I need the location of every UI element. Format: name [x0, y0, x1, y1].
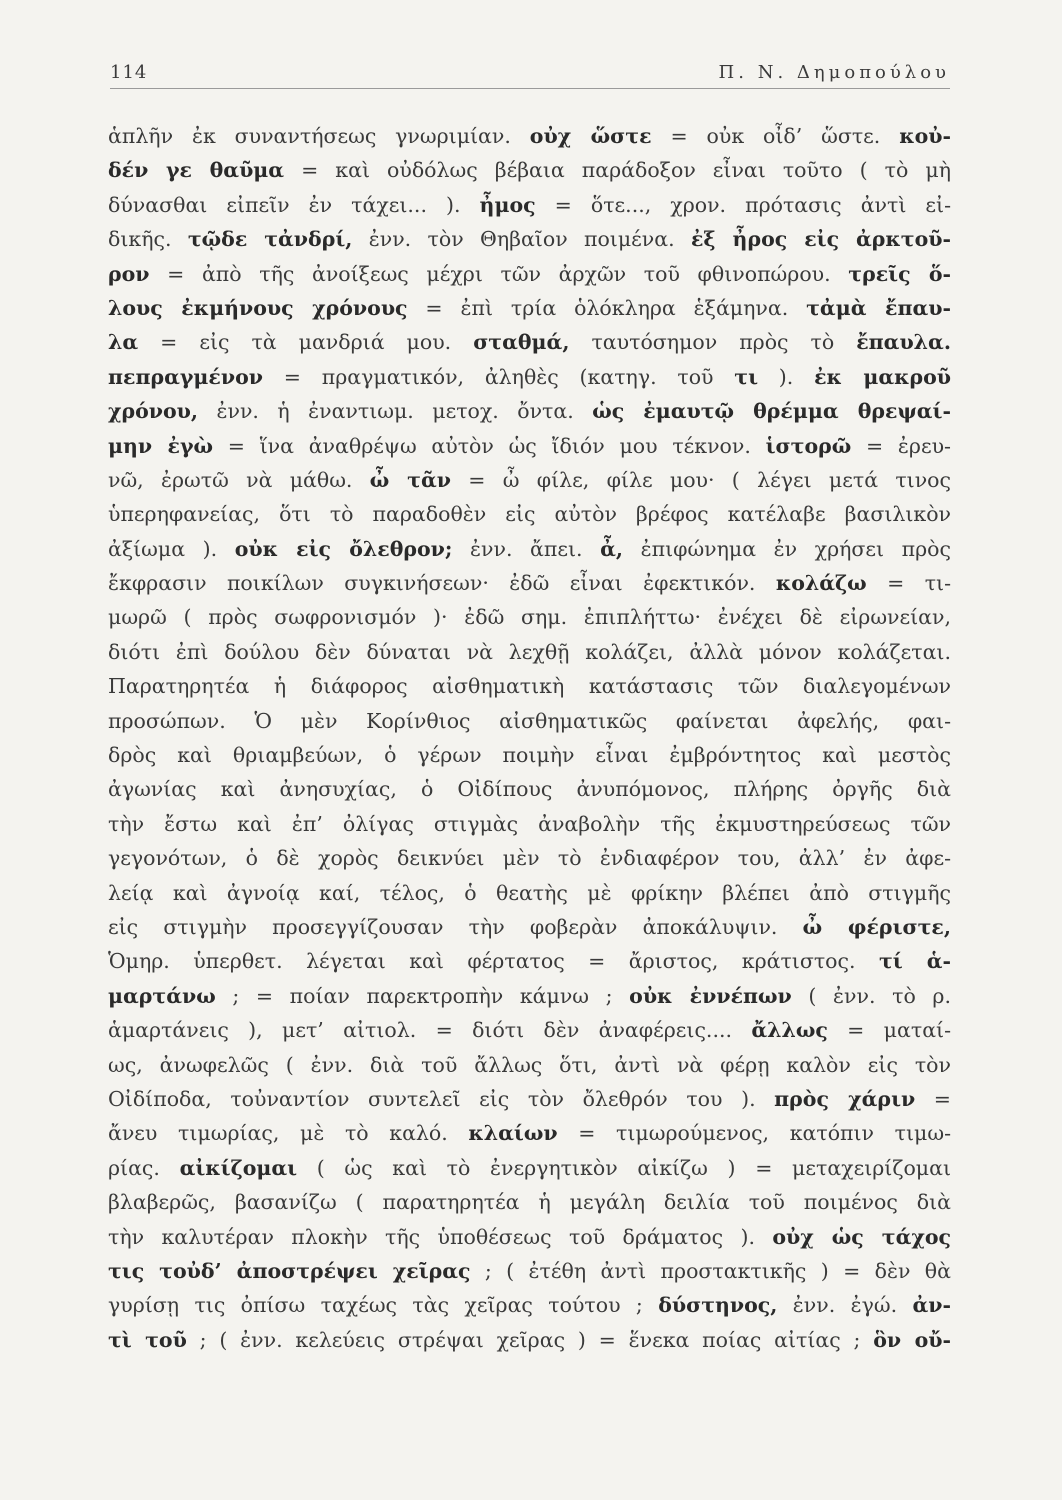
text-run: ἀξίωμα ). — [108, 536, 235, 561]
lemma-term: τι — [734, 364, 759, 389]
lemma-term: λους ἐκμήνους χρόνους — [108, 295, 408, 320]
lemma-term: σταθμά, — [473, 330, 570, 355]
lemma-term: πρὸς χάριν — [774, 1086, 916, 1111]
text-run: διότι ἐπὶ δούλου δὲν δύναται νὰ λεχθῇ κολάζει, ἀλλὰ μόνον κολάζεται. — [108, 639, 951, 664]
text-run: ὑπερηφανείας, ὅτι τὸ παραδοθὲν εἰς αὐτὸν βρέφος κατέλαβε βασιλικὸν — [108, 502, 951, 527]
text-run: Ὁμηρ. ὑπερθετ. λέγεται καὶ φέρτατος = ἄριστος, κράτιστος. — [108, 949, 879, 974]
lemma-term: ἔπαυλα. — [856, 330, 951, 355]
text-line — [108, 635, 951, 669]
lemma-term: ὦ τᾶν — [369, 467, 451, 492]
text-line — [108, 463, 951, 497]
text-line — [108, 1082, 951, 1116]
text-line — [108, 153, 951, 187]
lemma-term: δέν γε θαῦμα — [108, 158, 285, 183]
text-run: τὴν ἔστω καὶ ἐπ’ ὀλίγας στιγμὰς ἀναβολὴν τῆς ἐκμυστηρεύσεως τῶν — [108, 811, 951, 836]
text-line — [108, 1254, 951, 1288]
text-run: λείᾳ καὶ ἀγνοίᾳ καί, τέλος, ὁ θεατὴς μὲ φρίκην βλέπει ἀπὸ στιγμῆς — [108, 880, 951, 905]
text-line — [108, 222, 951, 256]
text-run: ἐνν. ἐγώ. — [777, 1293, 913, 1318]
text-line — [108, 1013, 951, 1047]
lemma-term: οὐκ ἐννέπων — [629, 983, 792, 1008]
text-run: γυρίσῃ τις ὀπίσω ταχέως τὰς χεῖρας τούτου ; — [108, 1293, 659, 1318]
text-run: = — [915, 1086, 951, 1111]
lemma-term: μαρτάνω — [108, 983, 216, 1008]
text-line — [108, 429, 951, 463]
lemma-term: λα — [108, 330, 139, 355]
text-line — [108, 1220, 951, 1254]
text-line — [108, 600, 951, 634]
text-run: δικῆς. — [108, 227, 188, 252]
lemma-term: ἱστορῶ — [765, 433, 852, 458]
text-run: = τιμωρούμενος, κατόπιν τιμω- — [557, 1121, 951, 1146]
text-run: = καὶ οὐδόλως βέβαια παράδοξον εἶναι τοῦτο ( τὸ μὴ — [284, 158, 951, 183]
text-line — [108, 772, 951, 806]
text-line — [108, 360, 951, 394]
text-run: ἔκφρασιν ποικίλων συγκινήσεων· ἐδῶ εἶναι ἐφεκτικόν. — [108, 571, 776, 596]
text-run: ἐνν. ἡ ἐναντιωμ. μετοχ. ὄντα. — [198, 399, 593, 424]
text-line — [108, 188, 951, 222]
text-run: ἐνν. ἄπει. — [452, 536, 601, 561]
lemma-term: ὃν οὔ- — [873, 1327, 951, 1352]
text-line — [108, 738, 951, 772]
text-run: εἰς στιγμὴν προσεγγίζουσαν τὴν φοβερὰν ἀποκάλυψιν. — [108, 914, 803, 939]
lemma-term: ἀν- — [912, 1293, 951, 1318]
lemma-term: οὐχ ὡς τάχος — [772, 1224, 951, 1249]
lemma-term: ἦμος — [479, 192, 536, 217]
lemma-term: οὐκ εἰς ὄλεθρον; — [234, 536, 453, 561]
text-line — [108, 291, 951, 325]
lemma-term: ὦ φέριστε, — [802, 914, 951, 939]
text-line — [108, 669, 951, 703]
text-run: = εἰς τὰ μανδριά μου. — [138, 330, 474, 355]
text-line — [108, 910, 951, 944]
text-line — [108, 325, 951, 359]
text-run: = ἀπὸ τῆς ἀνοίξεως μέχρι τῶν ἀρχῶν τοῦ φθινοπώρου. — [149, 261, 849, 286]
text-run: δρὸς καὶ θριαμβεύων, ὁ γέρων ποιμὴν εἶναι ἐμβρόντητος καὶ μεστὸς — [108, 743, 951, 768]
text-run: = ματαί- — [827, 1018, 951, 1043]
text-line — [108, 1048, 951, 1082]
lemma-term: κολάζω — [775, 571, 867, 596]
text-line — [108, 257, 951, 291]
lemma-term: τρεῖς ὅ- — [848, 261, 951, 286]
text-line — [108, 394, 951, 428]
text-run: νῶ, ἐρωτῶ νὰ μάθω. — [108, 467, 370, 492]
lemma-term: τί ἁ- — [878, 949, 951, 974]
text-line — [108, 876, 951, 910]
text-run: Παρατηρητέα ἡ διάφορος αἰσθηματικὴ κατάστασις τῶν διαλεγομένων — [108, 674, 951, 699]
text-run: μωρῶ ( πρὸς σωφρονισμόν )· ἐδῶ σημ. ἐπιπλήττω· ἐνέχει δὲ εἰρωνείαν, — [108, 605, 951, 630]
lemma-term: τῷδε τἀνδρί, — [187, 227, 353, 252]
lemma-term: χρόνου, — [108, 399, 199, 424]
lemma-term: τις τοὐδ’ ἀποστρέψει χεῖρας — [108, 1258, 471, 1283]
text-run: ). — [758, 364, 815, 389]
text-run: ( ὡς καὶ τὸ ἐνεργητικὸν αἰκίζω ) = μεταχειρίζομαι — [297, 1155, 951, 1180]
lemma-term: ὡς ἐμαυτῷ θρέμμα θρεψαί- — [592, 399, 951, 424]
lemma-term: κλαίων — [468, 1121, 558, 1146]
lemma-term: ἐκ μακροῦ — [814, 364, 951, 389]
page-number: 114 — [110, 62, 148, 83]
lemma-term: τἀμὰ ἔπαυ- — [806, 295, 951, 320]
lemma-term: αἰκίζομαι — [179, 1155, 298, 1180]
lemma-term: ἐξ ἦρος εἰς ἀρκτοῦ- — [690, 227, 951, 252]
text-line — [108, 1116, 951, 1150]
text-run: ταυτόσημον πρὸς τὸ — [569, 330, 857, 355]
text-run: Οἰδίποδα, τοὐναντίον συντελεῖ εἰς τὸν ὄλεθρόν του ). — [108, 1086, 775, 1111]
text-line — [108, 807, 951, 841]
text-run: ἁμαρτάνεις ), μετ’ αἰτιολ. = διότι δὲν ἀναφέρεις.... — [108, 1018, 752, 1043]
text-run: τὴν καλυτέραν πλοκὴν τῆς ὑποθέσεως τοῦ δράματος ). — [108, 1224, 773, 1249]
text-line — [108, 119, 951, 153]
text-run: δύνασθαι εἰπεῖν ἐν τάχει... ). — [108, 192, 480, 217]
text-run: ; = ποίαν παρεκτροπὴν κάμνω ; — [215, 983, 630, 1008]
text-run: = πραγματικόν, ἀληθὲς (κατηγ. τοῦ — [263, 364, 735, 389]
text-run: ἐνν. τὸν Θηβαῖον ποιμένα. — [352, 227, 691, 252]
text-line — [108, 1151, 951, 1185]
text-run: ἐπιφώνημα ἐν χρήσει πρὸς — [623, 536, 951, 561]
text-line — [108, 944, 951, 978]
text-line — [108, 841, 951, 875]
text-run: = ὅτε..., χρον. πρότασις ἀντὶ εἰ- — [535, 192, 951, 217]
text-run: = ἐπὶ τρία ὁλόκληρα ἑξάμηνα. — [407, 295, 807, 320]
text-run: βλαβερῶς, βασανίζω ( παρατηρητέα ἡ μεγάλη δειλία τοῦ ποιμένος διὰ — [108, 1190, 951, 1215]
running-head: Π. Ν. Δημοπούλου — [718, 62, 950, 83]
text-run: ( ἐνν. τὸ ρ. — [791, 983, 951, 1008]
text-run: γεγονότων, ὁ δὲ χορὸς δεικνύει μὲν τὸ ἐνδιαφέρον του, ἀλλ’ ἐν ἀφε- — [108, 846, 951, 871]
text-run: ; ( ἐνν. κελεύεις στρέψαι χεῖρας ) = ἕνεκα ποίας αἰτίας ; — [186, 1327, 874, 1352]
text-line — [108, 532, 951, 566]
text-line — [108, 566, 951, 600]
text-run: ἁπλῆν ἐκ συναντήσεως γνωριμίαν. — [108, 124, 530, 148]
body-text — [108, 119, 951, 1357]
lemma-term: ἄλλως — [751, 1018, 828, 1043]
text-line — [108, 704, 951, 738]
lemma-term: κοὐ- — [899, 124, 951, 148]
text-run: = ὦ φίλε, φίλε μου· ( λέγει μετά τινος — [450, 467, 951, 492]
text-run: προσώπων. Ὁ μὲν Κορίνθιος αἰσθηματικῶς φαίνεται ἀφελής, φαι- — [108, 708, 951, 733]
text-run: ; ( ἐτέθη ἀντὶ προστακτικῆς ) = δὲν θὰ — [470, 1258, 951, 1283]
text-run: ρίας. — [108, 1155, 180, 1180]
lemma-term: ρον — [108, 261, 150, 286]
text-run: = οὐκ οἶδ’ ὥστε. — [651, 124, 900, 148]
lemma-term: οὐχ ὥστε — [529, 124, 652, 148]
text-run: = ἐρευ- — [851, 433, 951, 458]
text-run: ἄνευ τιμωρίας, μὲ τὸ καλό. — [108, 1121, 469, 1146]
lemma-term: ἆ, — [600, 536, 624, 561]
lemma-term: τὶ τοῦ — [108, 1327, 187, 1352]
text-line — [108, 1323, 951, 1357]
lemma-term: μην ἐγὼ — [108, 433, 213, 458]
lemma-term: δύστηνος, — [658, 1293, 778, 1318]
page-header — [110, 62, 950, 89]
text-run: = τι- — [866, 571, 951, 596]
text-run: ἀγωνίας καὶ ἀνησυχίας, ὁ Οἰδίπους ἀνυπόμονος, πλήρης ὀργῆς διὰ — [108, 777, 951, 802]
text-line — [108, 1288, 951, 1322]
text-line — [108, 497, 951, 531]
text-line — [108, 1185, 951, 1219]
text-line — [108, 979, 951, 1013]
text-run: ως, ἀνωφελῶς ( ἐνν. διὰ τοῦ ἄλλως ὅτι, ἀντὶ νὰ φέρῃ καλὸν εἰς τὸν — [108, 1052, 951, 1077]
text-run: = ἵνα ἀναθρέψω αὐτὸν ὡς ἴδιόν μου τέκνον. — [213, 433, 766, 458]
lemma-term: πεπραγμένον — [108, 364, 264, 389]
